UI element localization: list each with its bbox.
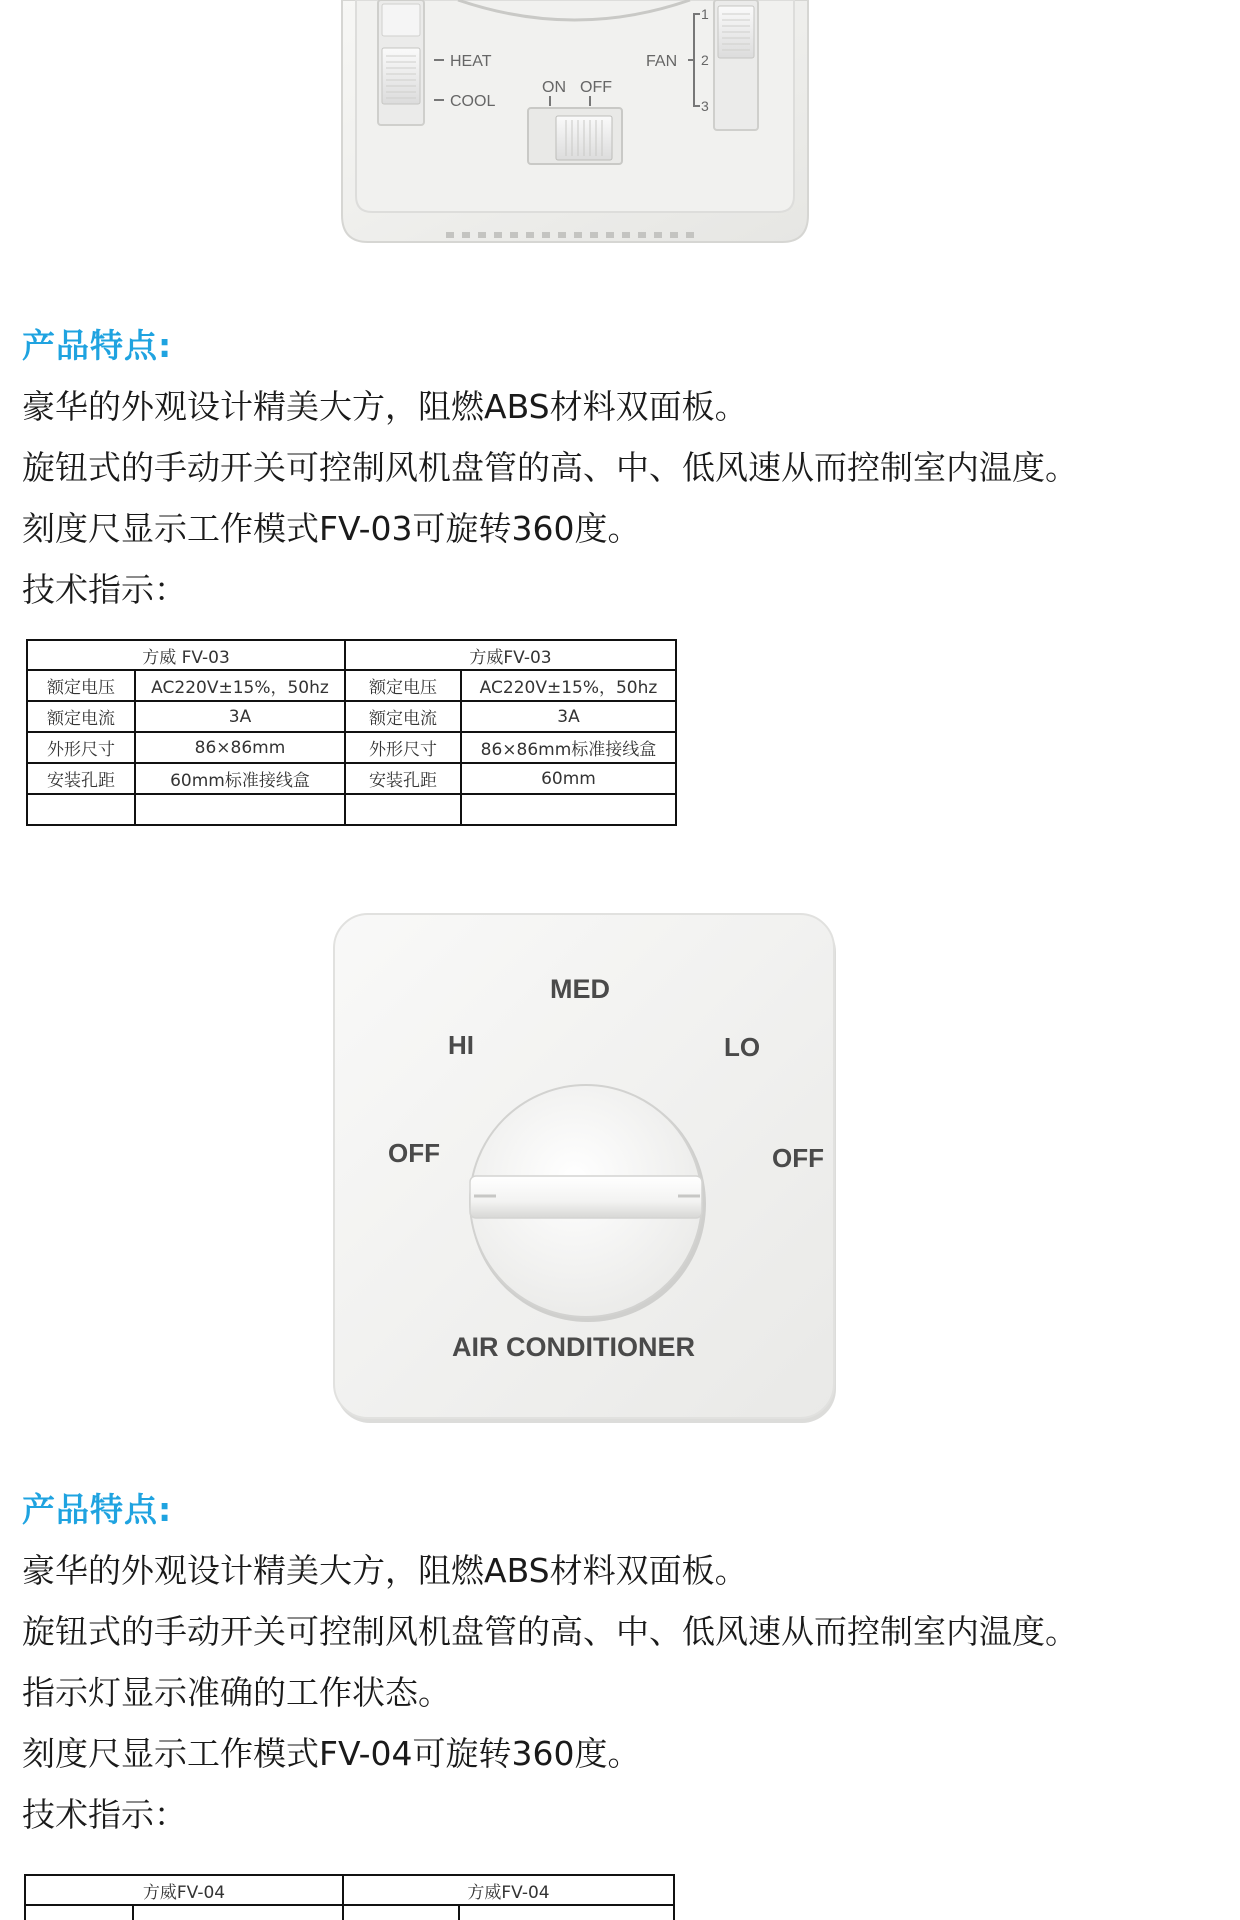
table-cell: AC220V±15%，50hz	[461, 670, 676, 701]
table-row	[27, 670, 676, 701]
spec-table-fv04	[24, 1874, 675, 1920]
feature-line: 豪华的外观设计精美大方，阻燃ABS材料双面板。	[22, 387, 748, 426]
table-cell: 额定电压	[345, 670, 461, 701]
table-cell: 外形尺寸	[27, 732, 135, 763]
table-row	[27, 794, 676, 825]
table-row	[27, 701, 676, 732]
thermostat-fan-label: FAN	[646, 53, 678, 70]
table-cell: 86×86mm标准接线盒	[461, 732, 676, 763]
feature-line: 刻度尺显示工作模式FV-04可旋转360度。	[22, 1734, 641, 1773]
feature-line: 豪华的外观设计精美大方，阻燃ABS材料双面板。	[22, 1551, 748, 1590]
table-cell: 额定电流	[345, 701, 461, 732]
table-header-cell: 方威 FV-03	[27, 640, 345, 670]
table-header-cell: 方威FV-04	[343, 1875, 674, 1905]
table-cell: 额定电流	[27, 701, 135, 732]
table-cell: 60mm	[461, 763, 676, 794]
thermostat-off-label: OFF	[580, 79, 612, 96]
features-heading: 产品特点:	[22, 326, 173, 365]
table-row	[27, 763, 676, 794]
table-cell: 86×86mm	[135, 732, 345, 763]
switch-off-left-label: OFF	[388, 1138, 440, 1168]
table-header-row	[25, 1875, 674, 1905]
table-row	[27, 732, 676, 763]
feature-line: 刻度尺显示工作模式FV-03可旋转360度。	[22, 509, 641, 548]
table-cell	[135, 794, 345, 825]
table-cell: 外形尺寸	[345, 732, 461, 763]
rotary-switch-product-photo	[320, 900, 860, 1440]
table-cell: 3A	[135, 701, 345, 732]
table-cell	[27, 794, 135, 825]
feature-line: 旋钮式的手动开关可控制风机盘管的高、中、低风速从而控制室内温度。	[22, 448, 1078, 487]
table-cell	[343, 1905, 459, 1920]
feature-line: 旋钮式的手动开关可控制风机盘管的高、中、低风速从而控制室内温度。	[22, 1612, 1078, 1651]
thermostat-fan-speed-2: 2	[701, 52, 709, 68]
table-cell	[461, 794, 676, 825]
table-header-row	[27, 640, 676, 670]
table-cell: 额定电压	[27, 670, 135, 701]
thermostat-fan-speed-3: 3	[701, 98, 709, 114]
table-cell	[459, 1905, 674, 1920]
thermostat-on-label: ON	[542, 79, 566, 96]
table-cell: AC220V±15%，50hz	[135, 670, 345, 701]
tech-spec-label: 技术指示：	[22, 570, 187, 609]
switch-caption: AIR CONDITIONER	[452, 1332, 695, 1362]
table-header-cell: 方威FV-04	[25, 1875, 343, 1905]
features-section-fv04	[22, 1490, 1222, 1845]
switch-hi-label: HI	[448, 1030, 474, 1060]
table-cell: 安装孔距	[345, 763, 461, 794]
table-header-cell: 方威FV-03	[345, 640, 676, 670]
table-cell: 60mm标准接线盒	[135, 763, 345, 794]
table-cell	[345, 794, 461, 825]
switch-med-label: MED	[550, 974, 610, 1004]
switch-lo-label: LO	[724, 1032, 761, 1062]
switch-off-right-label: OFF	[772, 1143, 824, 1173]
table-cell: 3A	[461, 701, 676, 732]
thermostat-heat-label: HEAT	[450, 53, 492, 70]
feature-line: 指示灯显示准确的工作状态。	[22, 1673, 451, 1712]
thermostat-cool-label: COOL	[450, 93, 496, 110]
features-heading: 产品特点:	[22, 1490, 173, 1529]
table-cell	[133, 1905, 343, 1920]
features-section-fv03	[22, 326, 1222, 620]
spec-table-fv03	[26, 639, 677, 826]
table-row	[25, 1905, 674, 1920]
tech-spec-label: 技术指示：	[22, 1795, 187, 1834]
table-cell	[25, 1905, 133, 1920]
thermostat-fan-speed-1: 1	[701, 6, 709, 22]
thermostat-product-photo	[0, 0, 1240, 270]
table-cell: 安装孔距	[27, 763, 135, 794]
